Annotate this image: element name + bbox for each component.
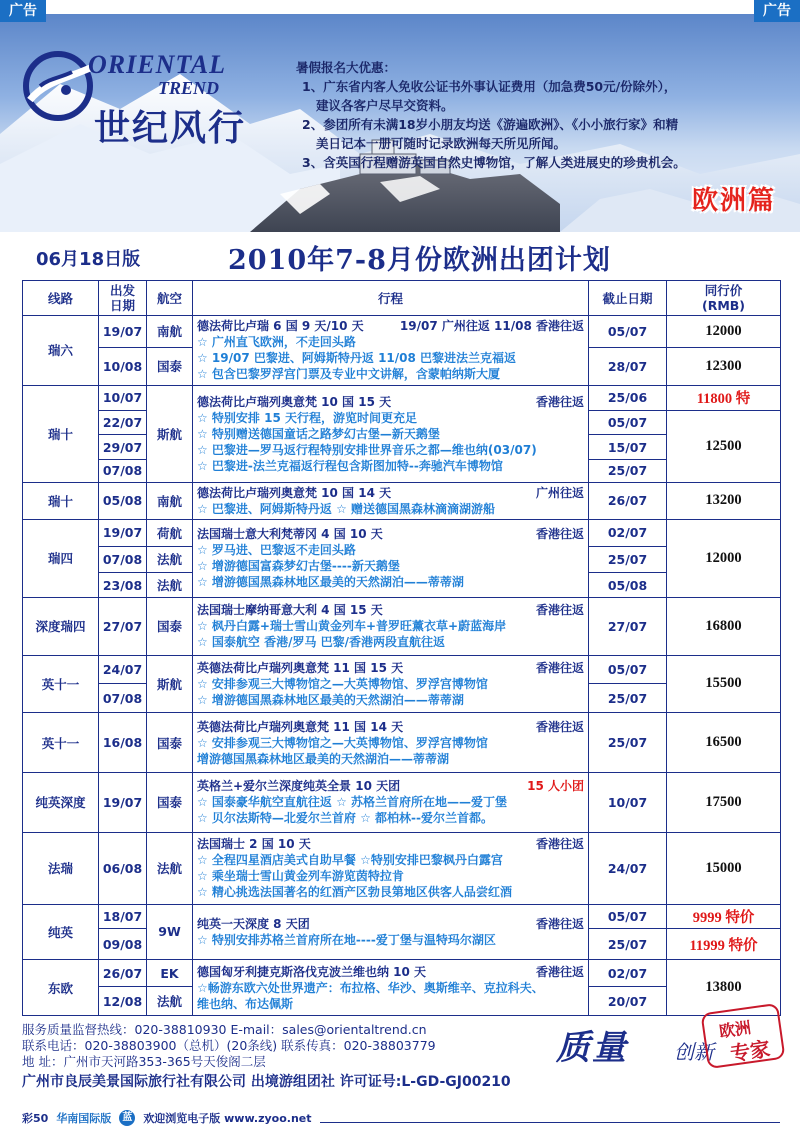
page-number: 彩50 (22, 1112, 49, 1125)
route-cell: 法瑞 (23, 832, 99, 904)
deadline-cell: 25/07 (589, 713, 667, 773)
europe-badge: 欧洲篇 (691, 186, 776, 216)
airline-cell: 南航 (147, 482, 193, 519)
route-cell: 英十一 (23, 713, 99, 773)
col-header-price: 同行价 (RMB) (667, 281, 781, 316)
date-cell: 05/08 (99, 482, 147, 519)
price-cell: 12300 (667, 347, 781, 385)
col-header-airline: 航空 (147, 281, 193, 316)
deadline-cell: 20/07 (589, 987, 667, 1016)
route-cell: 纯英 (23, 904, 99, 960)
promo-notice (296, 58, 786, 172)
table-row (23, 655, 781, 684)
date-cell: 18/07 (99, 904, 147, 929)
table-row (23, 832, 781, 904)
date-cell: 10/07 (99, 385, 147, 410)
route-cell: 英十一 (23, 655, 99, 713)
date-cell: 19/07 (99, 519, 147, 546)
notice-title: 暑假报名大优惠： (296, 60, 397, 75)
footer-company: 广州市良辰美景国际旅行社有限公司 出境游组团社 许可证号:L-GD-GJ00210 (22, 1074, 511, 1090)
airline-cell: 斯航 (147, 385, 193, 482)
footer-rule (320, 1122, 780, 1123)
deadline-cell: 05/08 (589, 573, 667, 598)
quality-text: 质量 (556, 1028, 628, 1068)
date-cell: 16/08 (99, 713, 147, 773)
col-header-date: 出发 日期 (99, 281, 147, 316)
deadline-cell: 25/07 (589, 546, 667, 573)
price-cell: 13800 (667, 960, 781, 1016)
table-row (23, 519, 781, 546)
airline-cell: 国泰 (147, 772, 193, 832)
date-cell: 06/08 (99, 832, 147, 904)
route-cell: 瑞十 (23, 385, 99, 482)
date-cell: 22/07 (99, 410, 147, 435)
date-cell: 07/08 (99, 460, 147, 483)
col-header-route: 线路 (23, 281, 99, 316)
deadline-cell: 26/07 (589, 482, 667, 519)
notice-item: 2、参团所有未满18岁小朋友均送《游遍欧洲》、《小小旅行家》和精 (302, 117, 679, 132)
price-cell-special: 11800 特 (667, 385, 781, 410)
deadline-cell: 25/06 (589, 385, 667, 410)
date-cell: 29/07 (99, 435, 147, 460)
itinerary-cell: 法国瑞士 2 国 10 天 香港往返 ☆ 全程四星酒店美式自助早餐 ☆特别安排巴黎枫丹白露宫 ☆ 乘坐瑞士雪山黄金列车游览茵特拉肯 ☆ 精心挑选法国著名的红酒产区勃艮第地区供客人品尝红酒 (193, 832, 589, 904)
table-header-row (23, 281, 781, 316)
contact-footer (22, 1022, 582, 1090)
airline-cell: 法航 (147, 573, 193, 598)
table-row (23, 772, 781, 832)
price-cell: 13200 (667, 482, 781, 519)
itinerary-cell: 纯英一天深度 8 天团 香港往返 ☆ 特别安排苏格兰首府所在地----爱丁堡与温特玛尔湖区 (193, 904, 589, 960)
itinerary-cell: 英德法荷比卢瑞列奥意梵 11 国 14 天 香港往返 ☆ 安排参观三大博物馆之—大英博物馆、罗浮宫博物馆 增游德国黑森林地区最美的天然湖泊——蒂蒂湖 (193, 713, 589, 773)
ad-tag-left: 广告 (0, 0, 46, 22)
deadline-cell: 05/07 (589, 316, 667, 348)
website-tip: 欢迎浏览电子版 www.zyoo.net (143, 1112, 312, 1125)
deadline-cell: 27/07 (589, 597, 667, 655)
airline-cell: 斯航 (147, 655, 193, 713)
page-title: 2010年7-8月份欧洲出团计划 (228, 245, 611, 276)
deadline-cell: 28/07 (589, 347, 667, 385)
deadline-cell: 02/07 (589, 960, 667, 987)
itinerary-cell: 法国瑞士摩纳哥意大利 4 国 15 天 香港往返 ☆ 枫丹白露+瑞士雪山黄金列车+普罗旺薰衣草+蔚蓝海岸 ☆ 国泰航空 香港/罗马 巴黎/香港两段直航往返 (193, 597, 589, 655)
date-cell: 27/07 (99, 597, 147, 655)
price-cell: 17500 (667, 772, 781, 832)
date-cell: 10/08 (99, 347, 147, 385)
itinerary-cell: 法国瑞士意大利梵蒂冈 4 国 10 天 香港往返 ☆ 罗马进、巴黎返不走回头路 ☆ 增游德国富森梦幻古堡----新天鹅堡 ☆ 增游德国黑森林地区最美的天然湖泊——蒂蒂湖 (193, 519, 589, 597)
globe-logo-icon (20, 48, 96, 124)
airline-cell: 荷航 (147, 519, 193, 546)
footer-phone: 联系电话：020-38803900（总机）(20条线) 联系传真：020-38803779 (22, 1038, 436, 1053)
edition-label: 06月18日版 (36, 249, 141, 270)
schedule-table (22, 280, 780, 1016)
route-cell: 瑞四 (23, 519, 99, 597)
itinerary-cell: 德国匈牙利捷克斯洛伐克波兰维也纳 10 天 香港往返 ☆畅游东欧六处世界遗产：布拉格、华沙、奥斯维辛、克拉科夫、 维也纳、布达佩斯 (193, 960, 589, 1016)
deadline-cell: 25/07 (589, 684, 667, 713)
deadline-cell: 05/07 (589, 904, 667, 929)
date-cell: 07/08 (99, 684, 147, 713)
route-cell: 东欧 (23, 960, 99, 1016)
page-footer-bar (22, 1110, 780, 1126)
date-cell: 24/07 (99, 655, 147, 684)
notice-item-cont: 建议各客户尽早交资料。 (316, 98, 454, 113)
logo-text-cn: 世纪风行 (94, 107, 247, 149)
table-row (23, 713, 781, 773)
airline-cell: 法航 (147, 546, 193, 573)
price-cell: 16800 (667, 597, 781, 655)
itinerary-cell: 德法荷比卢瑞列奥意梵 10 国 14 天 广州往返 ☆ 巴黎进、阿姆斯特丹返 ☆ 赠送德国黑森林滴滴湖游船 (193, 482, 589, 519)
route-cell: 深度瑞四 (23, 597, 99, 655)
notice-item: 1、广东省内客人免收公证书外事认证费用（加急费50元/份除外）， (302, 79, 677, 94)
deadline-cell: 05/07 (589, 655, 667, 684)
small-group-tag: 15 人小团 (527, 779, 584, 794)
logo-text-en2: TREND (158, 78, 220, 98)
footer-hotline: 服务质量监督热线：020-38810930 E-mail：sales@orientaltrend.cn (22, 1022, 427, 1037)
date-cell: 12/08 (99, 987, 147, 1016)
date-cell: 19/07 (99, 772, 147, 832)
company-logo (18, 38, 248, 148)
airline-cell: 9W (147, 904, 193, 960)
airline-cell: 法航 (147, 987, 193, 1016)
deadline-cell: 25/07 (589, 460, 667, 483)
itinerary-cell: 德法荷比卢瑞列奥意梵 10 国 15 天 香港往返 ☆ 特别安排 15 天行程，游览时间更充足 ☆ 特别赠送德国童话之路梦幻古堡—新天鹅堡 ☆ 巴黎进—罗马返行程特别安排世界音乐之都—维也纳(03/07) ☆ 巴黎进-法兰克福返行程包含斯图加特--奔驰汽车博物馆 (193, 385, 589, 482)
price-cell: 16500 (667, 713, 781, 773)
airline-cell: 国泰 (147, 347, 193, 385)
table-row (23, 482, 781, 519)
airline-cell: 国泰 (147, 597, 193, 655)
deadline-cell: 10/07 (589, 772, 667, 832)
deadline-cell: 02/07 (589, 519, 667, 546)
deadline-cell: 25/07 (589, 929, 667, 960)
price-cell-special: 11999 特价 (667, 929, 781, 960)
price-cell: 15000 (667, 832, 781, 904)
price-cell-special: 9999 特价 (667, 904, 781, 929)
ad-tag-right: 广告 (754, 0, 800, 22)
route-cell: 瑞十 (23, 482, 99, 519)
europe-expert-seal: 欧洲 专家 (700, 1003, 785, 1069)
table-row (23, 385, 781, 410)
deadline-cell: 15/07 (589, 435, 667, 460)
quality-emblem (556, 1006, 786, 1076)
innovation-text: 创新 (674, 1040, 714, 1064)
date-cell: 23/08 (99, 573, 147, 598)
notice-item-cont: 美日记本一册可随时记录欧洲每天所见所闻。 (316, 136, 567, 151)
airline-cell: EK (147, 960, 193, 987)
header-banner (0, 14, 800, 232)
airline-cell: 国泰 (147, 713, 193, 773)
route-cell: 瑞六 (23, 316, 99, 386)
blue-badge-icon: 蓝 (119, 1110, 135, 1126)
price-cell: 12000 (667, 316, 781, 348)
table-row (23, 904, 781, 929)
price-cell: 12500 (667, 410, 781, 482)
footer-address: 地 址：广州市天河路353-365号天俊阁二层 (22, 1054, 266, 1069)
notice-item: 3、含英国行程赠游英国自然史博物馆，了解人类进展史的珍贵机会。 (302, 155, 686, 170)
date-cell: 26/07 (99, 960, 147, 987)
itinerary-cell: 英格兰+爱尔兰深度纯英全景 10 天团 15 人小团 ☆ 国泰豪华航空直航往返 ☆ 苏格兰首府所在地——爱丁堡 ☆ 贝尔法斯特—北爱尔兰首府 ☆ 都柏林--爱尔兰首都。 (193, 772, 589, 832)
logo-text-en1: ORIENTAL (88, 50, 227, 79)
date-cell: 07/08 (99, 546, 147, 573)
table-row (23, 316, 781, 348)
table-row (23, 597, 781, 655)
col-header-deadline: 截止日期 (589, 281, 667, 316)
edition-name: 华南国际版 (56, 1112, 112, 1125)
airline-cell: 南航 (147, 316, 193, 348)
price-cell: 12000 (667, 519, 781, 597)
itinerary-cell: 英德法荷比卢瑞列奥意梵 11 国 15 天 香港往返 ☆ 安排参观三大博物馆之—大英博物馆、罗浮宫博物馆 ☆ 增游德国黑森林地区最美的天然湖泊——蒂蒂湖 (193, 655, 589, 713)
itinerary-cell: 德法荷比卢瑞 6 国 9 天/10 天 19/07 广州往返 11/08 香港往返 ☆ 广州直飞欧洲，不走回头路 ☆ 19/07 巴黎进、阿姆斯特丹返 11/08 巴黎进法兰克福返 ☆ 包含巴黎罗浮宫门票及专业中文讲解，含蒙帕纳斯大厦 (193, 316, 589, 386)
deadline-cell: 05/07 (589, 410, 667, 435)
price-cell: 15500 (667, 655, 781, 713)
table-row (23, 960, 781, 987)
airline-cell: 法航 (147, 832, 193, 904)
deadline-cell: 24/07 (589, 832, 667, 904)
date-cell: 19/07 (99, 316, 147, 348)
col-header-itinerary: 行程 (193, 281, 589, 316)
date-cell: 09/08 (99, 929, 147, 960)
route-cell: 纯英深度 (23, 772, 99, 832)
